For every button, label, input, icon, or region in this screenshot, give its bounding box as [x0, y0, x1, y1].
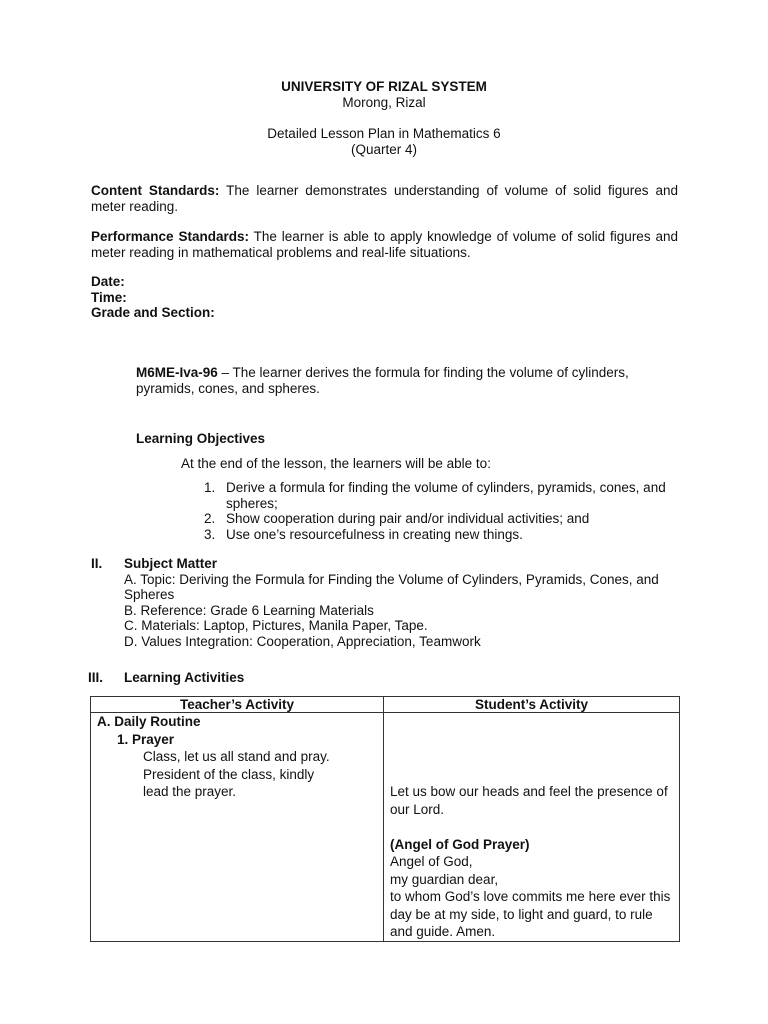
- content-standards: [91, 183, 678, 214]
- prayer-heading: 1. Prayer: [117, 731, 175, 747]
- list-item-number: 3.: [204, 526, 216, 542]
- subject-matter-numeral: II.: [91, 556, 103, 571]
- teacher-line: lead the prayer.: [143, 784, 237, 799]
- subject-matter: [124, 556, 664, 649]
- teacher-activity-header: Teacher’s Activity: [91, 697, 384, 713]
- objectives-heading: Learning Objectives: [136, 431, 266, 446]
- teacher-line: Class, let us all stand and pray.: [143, 749, 330, 764]
- prayer-line: Angel of God,: [390, 854, 473, 869]
- subject-values: D. Values Integration: Cooperation, Appreciation, Teamwork: [124, 633, 481, 649]
- list-item-text: Derive a formula for finding the volume of cylinders, pyramids, cones, and spheres;: [226, 480, 666, 511]
- teacher-activity-cell: [91, 713, 384, 942]
- prayer-line: my guardian dear,: [390, 871, 499, 887]
- quarter: (Quarter 4): [350, 141, 418, 157]
- list-item-number: 1.: [204, 480, 216, 495]
- content-standards-label: Content Standards:: [91, 183, 220, 198]
- table-row: [91, 713, 680, 942]
- list-item: [181, 480, 681, 511]
- subject-reference: B. Reference: Grade 6 Learning Materials: [124, 602, 374, 618]
- performance-standards-label: Performance Standards:: [91, 229, 249, 244]
- objectives-intro: At the end of the lesson, the learners will be able to:: [181, 456, 491, 471]
- competency-text: – The learner derives the formula for finding the volume of cylinders, pyramids, cones, and spheres.: [136, 365, 629, 396]
- list-item: [181, 511, 681, 527]
- student-line: Let us bow our heads and feel the presence of our Lord.: [390, 784, 668, 817]
- objectives-list: [181, 480, 681, 542]
- table-header-row: [91, 697, 680, 713]
- activities-table: [90, 696, 680, 942]
- list-item-number: 2.: [204, 511, 216, 526]
- content-standards-text: The learner demonstrates understanding of volume of solid figures and meter reading.: [91, 183, 678, 214]
- grade-section-label: Grade and Section:: [91, 305, 215, 320]
- daily-routine-heading: A. Daily Routine: [97, 714, 201, 729]
- plan-title: Detailed Lesson Plan in Mathematics 6: [267, 126, 501, 141]
- info-fields: [91, 274, 491, 321]
- teacher-line: President of the class, kindly: [143, 766, 315, 782]
- time-label: Time:: [91, 289, 127, 305]
- subject-topic: A. Topic: Deriving the Formula for Finding the Volume of Cylinders, Pyramids, Cones, and Spheres: [124, 571, 659, 602]
- prayer-line: to whom God’s love commits me here ever this day be at my side, to light and guard, to rule and guide. Amen.: [390, 889, 671, 939]
- performance-standards-text: The learner is able to apply knowledge of volume of solid figures and meter reading in mathematical problems and real-life situations.: [91, 229, 678, 260]
- competency-code: M6ME-Iva-96: [136, 365, 218, 380]
- university-name: UNIVERSITY OF RIZAL SYSTEM: [281, 79, 487, 94]
- prayer-title: (Angel of God Prayer): [390, 836, 530, 852]
- list-item-text: Use one’s resourcefulness in creating new things.: [226, 526, 523, 542]
- competency: [136, 365, 681, 396]
- learning-activities-heading: Learning Activities: [124, 670, 245, 685]
- subject-matter-heading: Subject Matter: [124, 556, 218, 571]
- university-location: Morong, Rizal: [342, 94, 426, 110]
- date-label: Date:: [91, 274, 125, 289]
- subject-materials: C. Materials: Laptop, Pictures, Manila Paper, Tape.: [124, 618, 428, 633]
- learning-activities-numeral: III.: [88, 670, 104, 685]
- performance-standards: [91, 229, 678, 260]
- student-activity-header: Student’s Activity: [384, 697, 680, 713]
- list-item: [181, 527, 681, 543]
- list-item-text: Show cooperation during pair and/or individual activities; and: [226, 511, 590, 526]
- header: [0, 79, 768, 157]
- student-activity-cell: [384, 713, 680, 942]
